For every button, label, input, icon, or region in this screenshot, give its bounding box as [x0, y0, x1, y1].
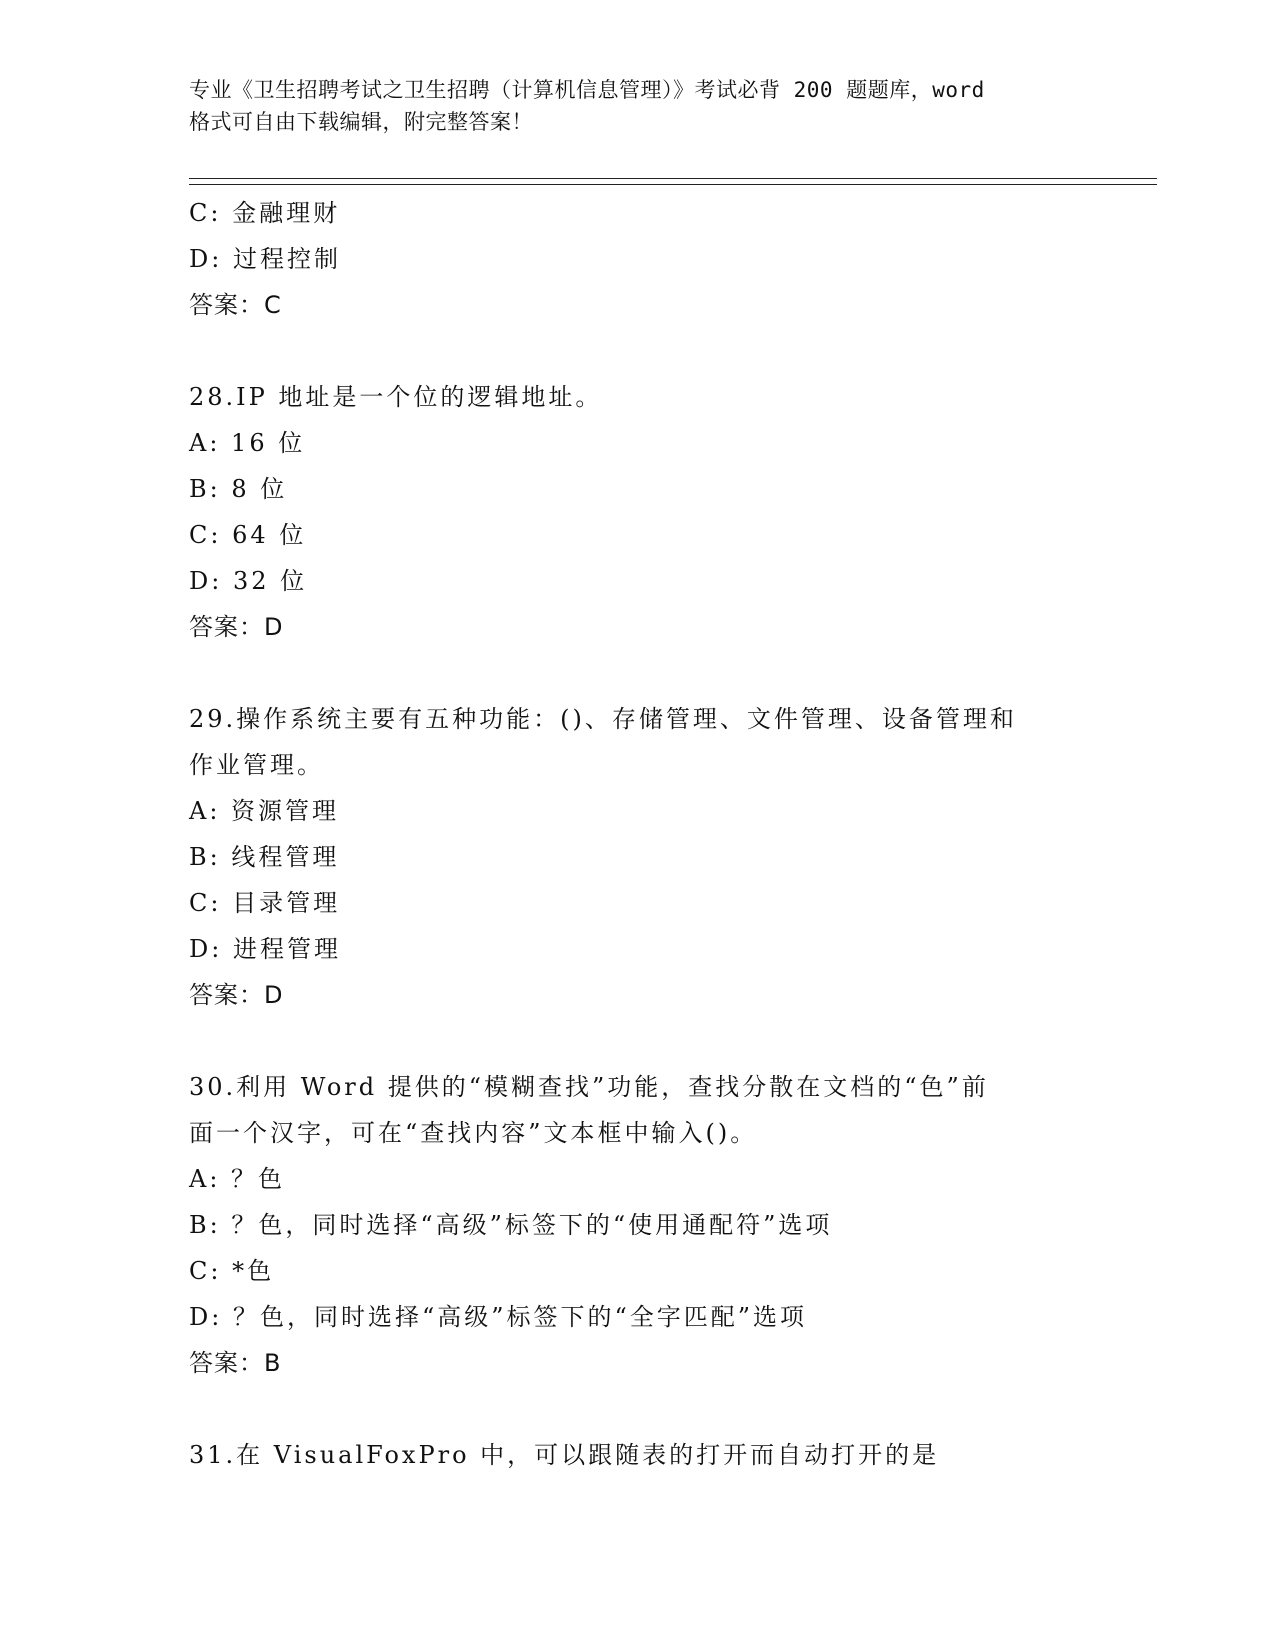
question-stem-line-1: 29.操作系统主要有五种功能：()、存储管理、文件管理、设备管理和	[189, 705, 1017, 733]
option-b: B: 线程管理	[189, 843, 340, 871]
header-rule-top	[189, 178, 1157, 179]
question-stem-line-1: 30.利用 Word 提供的“模糊查找”功能，查找分散在文档的“色”前	[189, 1073, 989, 1101]
option-d: D: 32 位	[189, 567, 308, 595]
answer-line: 答案：C	[189, 291, 282, 319]
spacer	[189, 328, 1089, 374]
question-list	[189, 190, 1089, 1478]
question-stem: 28.IP 地址是一个位的逻辑地址。	[189, 383, 603, 411]
option-b: B: 8 位	[189, 475, 288, 503]
question-stem-line-2: 作业管理。	[189, 751, 324, 779]
spacer	[189, 1018, 1089, 1064]
option-c: C: 64 位	[189, 521, 307, 549]
header-line-1: 专业《卫生招聘考试之卫生招聘（计算机信息管理）》考试必背 200 题题库，word	[189, 78, 985, 102]
question-30	[189, 1064, 1089, 1386]
document-header	[189, 74, 1089, 138]
option-a: A: 16 位	[189, 429, 306, 457]
option-c: C: *色	[189, 1257, 275, 1285]
question-31	[189, 1432, 1089, 1478]
spacer	[189, 1386, 1089, 1432]
question-28	[189, 374, 1089, 650]
header-line-2: 格式可自由下载编辑，附完整答案！	[189, 110, 533, 134]
option-a: A: 资源管理	[189, 797, 340, 825]
answer-line: 答案：D	[189, 613, 284, 641]
option-b: B: ？色，同时选择“高级”标签下的“使用通配符”选项	[189, 1211, 833, 1239]
option-d: D: ？色，同时选择“高级”标签下的“全字匹配”选项	[189, 1303, 808, 1331]
option-c: C: 目录管理	[189, 889, 341, 917]
option-d: D: 进程管理	[189, 935, 341, 963]
option-d: D: 过程控制	[189, 245, 341, 273]
question-29	[189, 696, 1089, 1018]
option-a: A: ？色	[189, 1165, 286, 1193]
question-stem: 31.在 VisualFoxPro 中，可以跟随表的打开而自动打开的是	[189, 1441, 940, 1469]
header-rule-bottom	[189, 184, 1157, 185]
option-c: C: 金融理财	[189, 199, 341, 227]
question-27-tail	[189, 190, 1089, 328]
answer-line: 答案：D	[189, 981, 284, 1009]
question-stem-line-2: 面一个汉字，可在“查找内容”文本框中输入()。	[189, 1119, 758, 1147]
answer-line: 答案：B	[189, 1349, 282, 1377]
spacer	[189, 650, 1089, 696]
